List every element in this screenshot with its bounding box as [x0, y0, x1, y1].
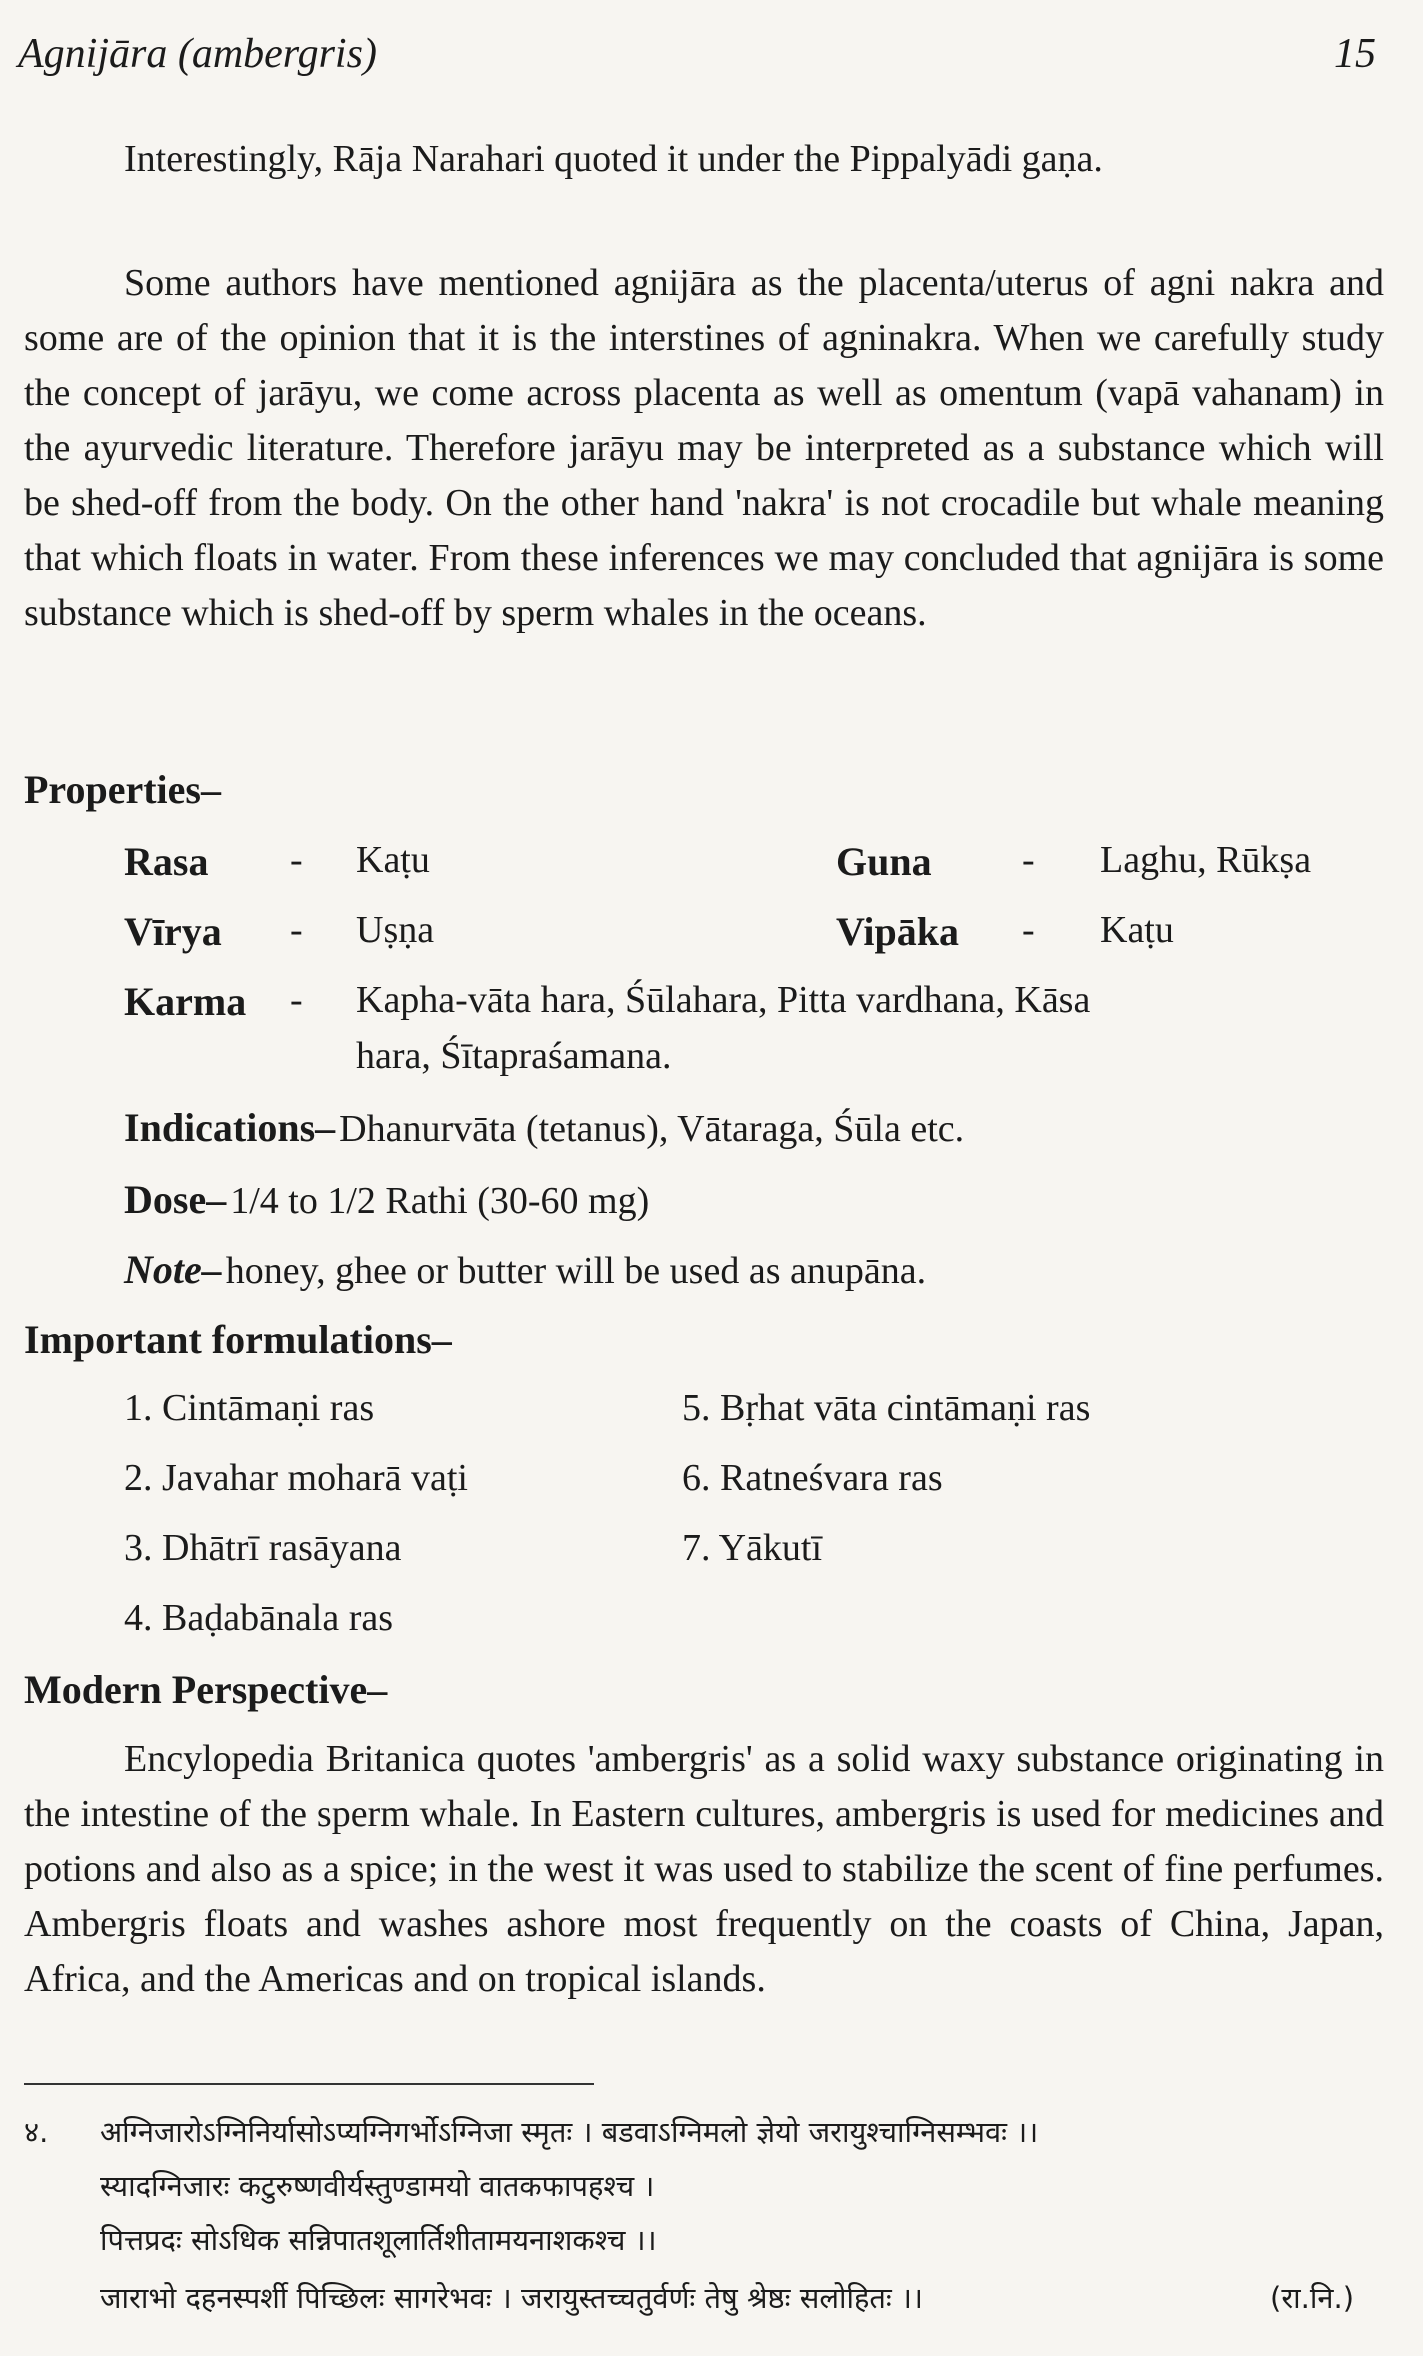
guna-label: Guna — [836, 839, 932, 884]
formulations-heading: Important formulations– — [24, 1317, 452, 1362]
virya-value: Uṣṇa — [356, 909, 435, 951]
footnote-line: पित्तप्रदः सोऽधिक सन्निपातशूलार्तिशीतामयनाशकश्च ।। — [100, 2223, 657, 2257]
karma-dash: - — [290, 979, 303, 1021]
running-title: Agnijāra (ambergris) — [18, 31, 377, 77]
formulation-item: 3. Dhātrī rasāyana — [124, 1527, 402, 1569]
karma-value-line1: Kapha-vāta hara, Śūlahara, Pitta vardhana, Kāsa — [356, 979, 1091, 1021]
dose-value: 1/4 to 1/2 Rathi (30-60 mg) — [230, 1180, 650, 1222]
indications-value: Dhanurvāta (tetanus), Vātaraga, Śūla etc. — [339, 1108, 965, 1150]
formulation-item: 7. Yākutī — [682, 1527, 823, 1569]
karma-label: Karma — [124, 979, 247, 1024]
dose-line — [124, 1176, 649, 1223]
properties-heading: Properties– — [24, 767, 221, 812]
vipaka-dash: - — [1022, 909, 1035, 951]
guna-dash: - — [1022, 839, 1035, 881]
guna-value: Laghu, Rūkṣa — [1100, 839, 1312, 881]
rasa-label: Rasa — [124, 839, 209, 884]
karma-value-line2: hara, Śītapraśamana. — [356, 1035, 672, 1077]
footnote-source: (रा.नि.) — [1270, 2281, 1355, 2315]
footnote-line: अग्निजारोऽग्निनिर्यासोऽप्यग्निगर्भोऽग्निजा स्मृतः । बडवाऽग्निमलो ज्ञेयो जरायुश्चाग्निसम्भवः ।। — [100, 2115, 1039, 2149]
rasa-dash: - — [290, 839, 303, 881]
indications-line — [124, 1104, 964, 1151]
formulation-item: 4. Baḍabānala ras — [124, 1597, 394, 1639]
rasa-value: Kaṭu — [356, 839, 430, 881]
formulation-item: 5. Bṛhat vāta cintāmaṇi ras — [682, 1387, 1091, 1429]
vipaka-value: Kaṭu — [1100, 909, 1174, 951]
note-value: honey, ghee or butter will be used as anupāna. — [225, 1250, 927, 1292]
intro-paragraph: Interestingly, Rāja Narahari quoted it under the Pippalyādi gaṇa. — [124, 138, 1103, 180]
note-line — [124, 1246, 926, 1293]
footnote-number: ४. — [24, 2115, 49, 2149]
modern-heading: Modern Perspective– — [24, 1667, 388, 1712]
formulation-item: 1. Cintāmaṇi ras — [124, 1387, 375, 1429]
virya-dash: - — [290, 909, 303, 951]
main-paragraph: Some authors have mentioned agnijāra as the placenta/uterus of agni nakra and some are of the opinion that it is the interstines of agninakra. When we carefully study the concept of jarāyu, we come across placenta as well as omentum (vapā vahanam) in the ayurvedic literature. Therefore jarāyu may be interpreted as a substance which will be shed-off from the body. On the other hand 'nakra' is not crocadile but whale meaning that which floats in water. From these inferences we may concluded that agnijāra is some substance which is shed-off by sperm whales in the oceans. — [24, 262, 1384, 634]
page-number: 15 — [1334, 31, 1376, 77]
dose-label: Dose– — [124, 1177, 227, 1222]
footnote-line: स्यादग्निजारः कटुरुष्णवीर्यस्तुण्डामयो वातकफापहश्च । — [100, 2169, 655, 2203]
formulation-item: 2. Javahar moharā vaṭi — [124, 1457, 468, 1499]
formulation-item: 6. Ratneśvara ras — [682, 1457, 943, 1499]
note-label: Note– — [124, 1247, 222, 1292]
indications-label: Indications– — [124, 1105, 336, 1150]
virya-label: Vīrya — [124, 909, 222, 954]
footnote-rule — [24, 2083, 594, 2085]
vipaka-label: Vipāka — [836, 909, 960, 954]
footnote-line: जाराभो दहनस्पर्शी पिच्छिलः सागरेभवः । जरायुस्तच्चतुर्वर्णः तेषु श्रेष्ठः सलोहितः ।। — [100, 2281, 923, 2315]
modern-paragraph: Encylopedia Britanica quotes 'ambergris' as a solid waxy substance originating in the intestine of the sperm whale. In Eastern cultures, ambergris is used for medicines and potions and also as a spice; in the west it was used to stabilize the scent of fine perfumes. Ambergris floats and washes ashore most frequently on the coasts of China, Japan, Africa, and the Americas and on tropical islands. — [24, 1738, 1384, 2000]
